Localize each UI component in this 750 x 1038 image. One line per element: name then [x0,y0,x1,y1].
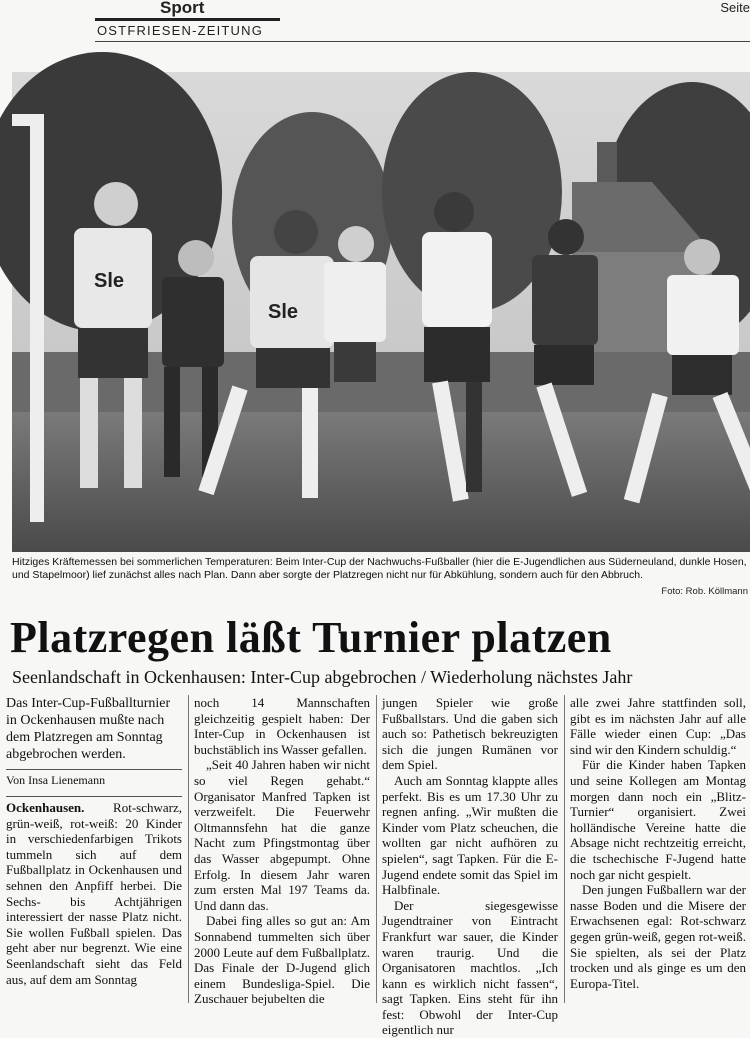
page-header [0,0,750,44]
article-column-1 [6,695,182,1003]
jersey-logo-center: Sle [268,301,299,323]
article-paragraph: Der siegesgewisse Jugendtrainer von Eintracht Frankfurt war sauer, die Kinder waren traurig. Und die Organisatoren machtlos. „Ich kann es wirklich nicht fassen“, sagt Tapken. Eins steht für ihn fest: Obwohl der Inter-Cup eigentlich nur [382,897,558,1038]
article-column-2 [194,695,370,1007]
article-headline: Platzregen läßt Turnier platzen [10,613,612,662]
jersey-logo-left: Sle [94,270,125,292]
article-paragraph: Dabei fing alles so gut an: Am Sonnabend tummelten sich über 2000 Leute auf dem Fußballplatz. Das Finale der D-Jugend glich einem Bundesliga-Spiel. Die Zuschauer bejubelten die [194,913,370,1007]
byline-rule [6,769,182,770]
article-paragraph-text: Rot-schwarz, grün-weiß, rot-weiß: 20 Kinder in verschiedenfarbigen Trikots tummeln sich auf dem Fußballplatz in Ockenhausen und sehnen den Anpfiff herbei. Die Sechs- bis Achtjährigen interessiert der nasse Platz nicht. Sie wollen Fußball spielen. Das geht aber nur begrenzt. Wie eine Seenlandschaft sieht das Feld aus, auf dem am Sonntag [6,800,182,987]
article-paragraph: Für die Kinder haben Tapken und seine Kollegen am Montag morgen dann noch ein „Blitz-Turnier“ organisiert. Zwei holländische Vereine hatte die Absage nicht rechtzeitig erreicht, die tschechische F-Jugend hatte noch gar nicht gespielt. [570,757,746,882]
photo-illustration [12,72,750,552]
newspaper-name: OSTFRIESEN-ZEITUNG [97,23,264,38]
column-rule [376,695,377,1003]
article-paragraph: „Seit 40 Jahren haben wir nicht so viel Regen gehabt.“ Organisator Manfred Tapken ist verzweifelt. Die Feuerwehr Oltmannsfehn hat die ganze Nacht zum Pfingstmontag über das Wasser abgepumpt. Ohne Erfolg. In diesem Jahr waren zum ersten Mal 197 Teams da. Und dann das. [194,757,370,913]
article-photo [12,72,750,552]
column-rule [564,695,565,1003]
page-label: Seite [720,0,750,15]
article-dateline: Ockenhausen. [6,800,85,815]
article-subheadline: Seenlandschaft in Ockenhausen: Inter-Cup abgebrochen / Wiederholung nächstes Jahr [12,667,633,687]
section-bar [95,18,280,21]
article-paragraph: jungen Spieler wie große Fußballstars. Und die gaben sich auch so: Pathetisch bekreuzigten sich die jungen Rumänen vor dem Spiel. [382,695,558,773]
article-paragraph: alle zwei Jahre stattfinden soll, gibt es im nächsten Jahr auf alle Fälle wieder einen Cup: „Das sind wir den Kindern schuldig.“ [570,695,746,757]
article-paragraph: Den jungen Fußballern war der nasse Boden und die Misere der Erwachsenen egal: Rot-schwarz gegen grün-weiß, gegen rot-weiß. Sie spielten, als sei der Platz trocken und als ginge es um den Europa-Titel. [570,882,746,991]
article-teaser: Das Inter-Cup-Fußballturnier in Ockenhausen mußte nach dem Platzregen am Sonntag abgebrochen werden. [6,696,171,762]
article-paragraph: noch 14 Mannschaften gleichzeitig gespielt haben: Der Inter-Cup in Ockenhausen ist buchstäblich ins Wasser gefallen. [194,695,370,757]
article-column-3 [382,695,558,1038]
article-paragraph [6,800,182,987]
photo-caption: Hitziges Kräftemessen bei sommerlichen Temperaturen: Beim Inter-Cup der Nachwuchs-Fußballer (hier die E-Jugendlichen aus Süderneuland, dunkle Hosen, und Stapelmoor) lief zunächst alles nach Plan. Dann aber sorgte der Platzregen nicht nur für Abkühlung, sondern auch für den Abbruch. [12,556,747,581]
article-column-4 [570,695,746,1003]
header-rule [95,41,750,42]
article-byline: Von Insa Lienemann [6,773,106,787]
byline-rule [6,796,182,797]
photo-credit: Foto: Rob. Köllmann [661,586,748,597]
section-label: Sport [160,0,205,17]
column-rule [188,695,189,1003]
article-paragraph: Auch am Sonntag klappte alles perfekt. Bis es um 17.30 Uhr zu regnen anfing. „Wir mußten die Kinder vom Platz scheuchen, die wollten gar nicht aufhören zu spielen“, sagt Tapken. Für die E-Jugend endete somit das Spiel im Halbfinale. [382,772,558,898]
